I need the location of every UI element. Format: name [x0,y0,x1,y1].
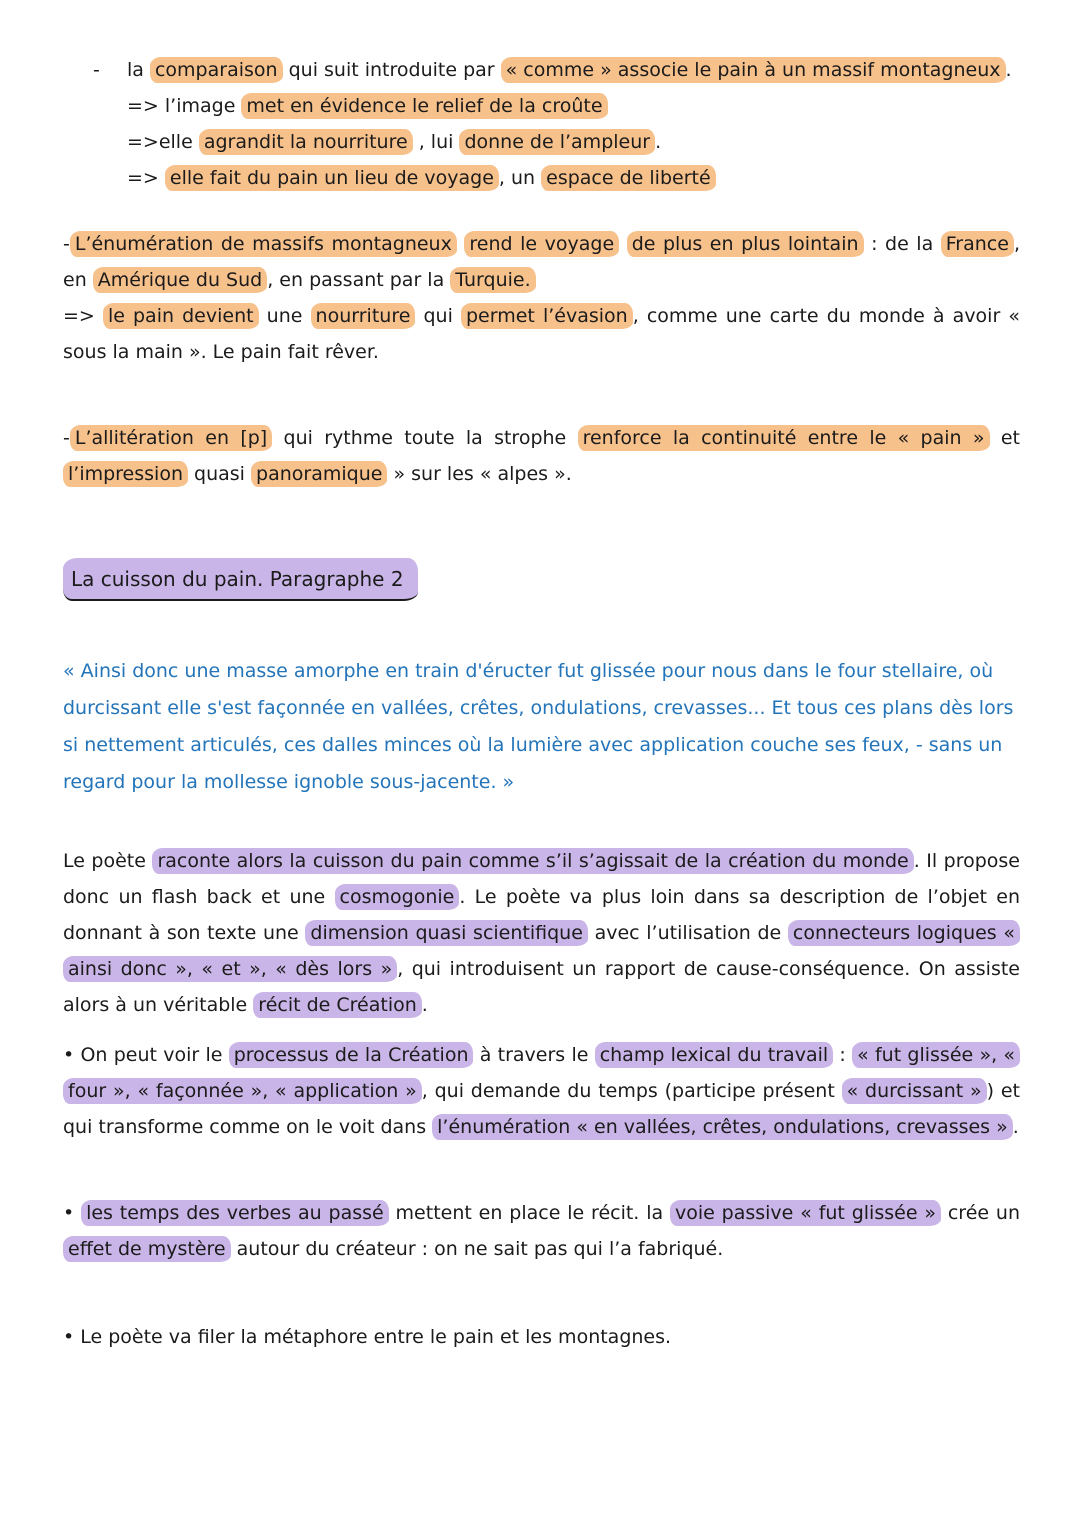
highlight-orange: de plus en plus lointain [627,231,864,257]
text-run: autour du créateur : on ne sait pas qui l’a fabriqué. [230,1238,724,1260]
paragraph-alliteration [63,420,1020,492]
text-run: une [258,305,311,327]
text-run: . Le poète va plus loin dans sa description de l’objet en donnant à son texte une [63,886,1020,944]
highlight-orange: L’énumération de massifs montagneux [70,231,457,257]
text-run: . [655,131,662,153]
text-run: =>elle [127,131,199,153]
highlight-orange: met en évidence le relief de la croûte [241,93,607,119]
text-run: ) et qui transforme comme on le voit dans [63,1080,1021,1138]
text-run: la [127,59,150,81]
text-run: , lui [412,131,460,153]
section-heading: La cuisson du pain. Paragraphe 2 [63,558,418,601]
highlight-orange: France [941,231,1014,257]
text-run: . [1012,1116,1019,1138]
highlight-purple: dimension quasi scientifique [305,920,588,946]
paragraph-cosmogonie [63,843,1020,1023]
text-run: , en passant par la [267,269,451,291]
text-run: => [63,305,103,327]
text-run: Le poète [63,850,153,872]
highlight-purple: voie passive « fut glissée » [670,1200,941,1226]
arrow-line-liberte [127,160,1020,196]
text-run: , comme une carte du monde à avoir « sous la main ». Le pain fait rêver. [63,305,1020,363]
highlight-purple: récit de Création [253,992,421,1018]
text-run: => l’image [127,95,242,117]
text-run: avec l’utilisation de [587,922,788,944]
text-run: . [1005,59,1012,81]
dash-list-item [63,52,1020,196]
highlight-orange: agrandit la nourriture [199,129,413,155]
arrow-line-relief [127,88,1020,124]
text-run: qui rythme toute la strophe [272,427,578,449]
text-run: : [833,1044,853,1066]
highlight-orange: L’allitération en [p] [70,425,272,451]
highlight-orange: permet l’évasion [461,303,633,329]
highlight-purple: champ lexical du travail [595,1042,833,1068]
text-run: , qui introduisent un rapport de cause-conséquence. On assiste alors à un véritable [63,958,1020,1016]
text-run: => [127,167,165,189]
text-run: qui suit introduite par [282,59,501,81]
poem-quote: « Ainsi donc une masse amorphe en train d'éructer fut glissée pour nous dans le four stellaire, où durcissant elle s'est façonnée en vallées, crêtes, ondulations, crevasses... Et tous ces plans dès lors si nettement articulés, ces dalles minces où la lumière avec application couche ses feux, - sans un regard pour la mollesse ignoble sous-jacente. » [63,660,1014,793]
highlight-orange: nourriture [311,303,416,329]
highlight-orange: Amérique du Sud [93,267,267,293]
highlight-orange: « comme » associe le pain à un massif montagneux [501,57,1006,83]
paragraph-evasion [63,298,1020,370]
highlight-orange: l’impression [63,461,188,487]
highlight-purple: processus de la Création [229,1042,474,1068]
text-run: qui [415,305,461,327]
highlight-purple: l’énumération « en vallées, crêtes, ondulations, crevasses » [432,1114,1013,1140]
highlight-orange: panoramique [251,461,387,487]
highlight-orange: elle fait du pain un lieu de voyage [165,165,499,191]
highlight-orange: comparaison [150,57,283,83]
highlight-purple: « durcissant » [842,1078,987,1104]
highlight-orange: donne de l’ampleur [459,129,655,155]
text-run: . Il propose donc un flash back et une [63,850,1020,908]
highlight-orange: le pain devient [103,303,259,329]
highlight-orange: rend le voyage [464,231,619,257]
bullet-temps-verbes [63,1195,1020,1267]
text-run: • On peut voir le [63,1044,229,1066]
text-run: mettent en place le récit. la [388,1202,670,1224]
highlight-purple: connecteurs logiques « ainsi donc », « et », « dès lors » [63,920,1020,982]
text-run: • Le poète va filer la métaphore entre le pain et les montagnes. [63,1326,672,1348]
highlight-purple: les temps des verbes au passé [81,1200,389,1226]
dash-bullet-marker: - [93,59,100,81]
highlight-purple: raconte alors la cuisson du pain comme s’il s’agissait de la création du monde [152,848,913,874]
text-run: - [63,427,70,449]
text-run: et [989,427,1020,449]
text-run: , un [498,167,542,189]
highlight-purple: effet de mystère [63,1236,231,1262]
highlight-orange: Turquie. [450,267,535,293]
highlight-purple: « fut glissée », « four », « façonnée », « application » [63,1042,1020,1104]
highlight-orange: espace de liberté [541,165,716,191]
paragraph-comparaison [127,52,1020,88]
paragraph-enumeration [63,226,1020,298]
text-run: . [421,994,428,1016]
text-run: - [63,233,70,255]
text-run: » sur les « alpes ». [387,463,572,485]
text-run: : de la [863,233,941,255]
text-run: • [63,1202,82,1224]
text-run: , qui demande du temps (participe présent [421,1080,842,1102]
bullet-processus-creation [63,1037,1020,1145]
dash-item-body [127,52,1020,196]
text-run: quasi [188,463,252,485]
arrow-line-ampleur [127,124,1020,160]
text-run [619,233,627,255]
highlight-purple: cosmogonie [335,884,460,910]
text-run: , en [63,233,1020,291]
section-heading-row [63,558,1020,601]
bullet-metaphore [63,1319,1020,1355]
text-run: crée un [941,1202,1021,1224]
text-run: à travers le [473,1044,595,1066]
highlight-orange: renforce la continuité entre le « pain » [578,425,990,451]
